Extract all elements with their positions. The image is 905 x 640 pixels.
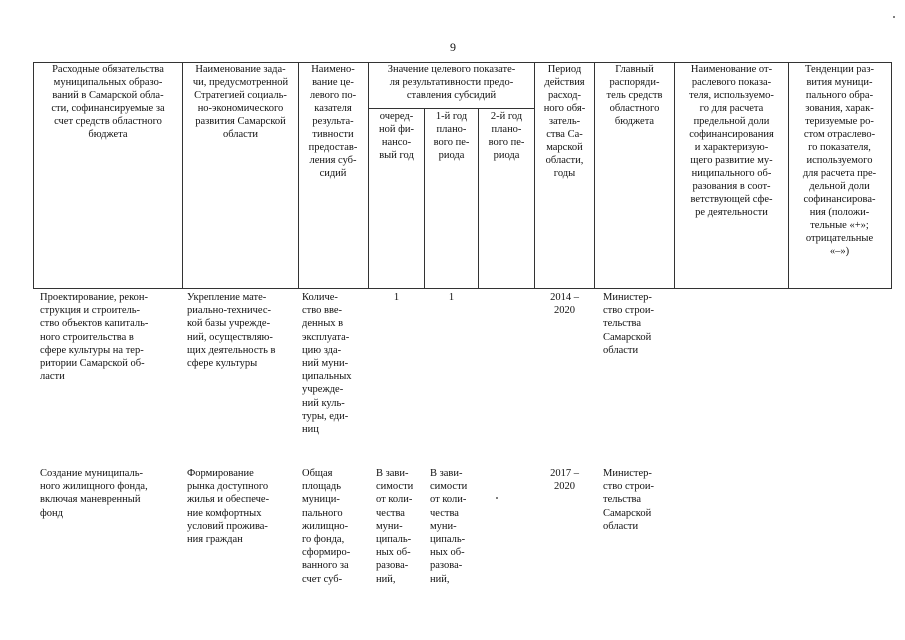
header-plan-year-2: 2-й год плано- вого пе- риода: [488, 111, 525, 161]
scan-speck: [893, 16, 895, 18]
row1-current-year-value: 1: [393, 292, 400, 303]
header-development-trends: Тенденции раз- вития муници- пального обра- зования, харак- теризуемые ро- стом отраслево- го показателя, используемого для расчета пре- дельной доли софинансирова- ния (положи- тельные «+»; отрицательные «–»): [802, 64, 877, 257]
col-divider: [674, 62, 675, 289]
header-obligation-period: Период действия расход- ного обя- затель- ства Са- марской области, годы: [543, 64, 586, 179]
row1-task: Укрепление мате- риально-техничес- кой базы учрежде- ний, осуществляю- щих деятельность в сфере культуры: [187, 292, 276, 370]
row2-chief-manager: Министер- ство строи- тельства Самарской области: [603, 468, 655, 532]
col-divider: [182, 62, 183, 289]
header-indicator-name: Наимено- вание це- левого по- казателя результа- тивности предостав- ления суб- сидий: [308, 64, 358, 179]
header-bottom-border: [33, 288, 891, 289]
header-plan-year-1: 1-й год плано- вого пе- риода: [433, 111, 470, 161]
col-divider: [368, 62, 369, 289]
table-right-border: [891, 62, 892, 289]
header-sector-indicator: Наименование от- раслевого показа- теля, используемо- го для расчета предельной доли софинансирования и характеризую- щего развитие му- ниципального об- разования в соот- ветствующей сфе- ре деятельности: [689, 64, 774, 218]
group-header-divider: [368, 108, 534, 109]
scan-speck: [496, 497, 498, 499]
row2-plan-year-1-value: В зави- симости от коли- чества муни- ципаль- ных об- разова- ний,: [430, 468, 468, 585]
row1-indicator: Количе- ство вве- денных в эксплуата- цию зда- ний муни- ципальных учрежде- ний куль- туры, еди- ниц: [302, 292, 352, 436]
header-expense-obligations: Расходные обязательства муниципальных образо- ваний в Самарской обла- сти, софинансируемые за счет средств областного бюджета: [51, 64, 165, 140]
row1-period: 2014 – 2020: [550, 292, 579, 317]
row2-task: Формирование рынка доступного жилья и обеспече- ние комфортных условий прожива- ния граждан: [187, 468, 270, 546]
header-current-fiscal-year: очеред- ной фи- нансо- вый год: [378, 111, 415, 161]
page-number: 9: [450, 40, 456, 54]
row1-chief-manager: Министер- ство строи- тельства Самарской области: [603, 292, 655, 356]
row1-expense-obligation: Проектирование, рекон- струкция и строитель- ство объектов капиталь- ного строительства в сфере культуры на тер- ритории Самарской об- ласти: [40, 292, 149, 383]
row2-indicator: Общая площадь муници- пального жилищно- го фонда, сформиро- ванного за счет суб-: [302, 468, 351, 585]
row1-plan-year-1-value: 1: [448, 292, 455, 303]
header-indicator-value-group: Значение целевого показате- ля результативности предо- ставления субсидий: [387, 64, 516, 101]
row2-expense-obligation: Создание муниципаль- ного жилищного фонда, включая маневренный фонд: [40, 468, 148, 519]
row2-period: 2017 – 2020: [550, 468, 579, 493]
row2-current-year-value: В зави- симости от коли- чества муни- ципаль- ных об- разова- ний,: [376, 468, 414, 585]
header-task-name: Наименование зада- чи, предусмотренной Стратегией социаль- но-экономического развития Самарской области: [192, 64, 289, 140]
table-left-border: [33, 62, 34, 289]
header-chief-manager: Главный распоряди- тель средств областного бюджета: [606, 64, 663, 127]
